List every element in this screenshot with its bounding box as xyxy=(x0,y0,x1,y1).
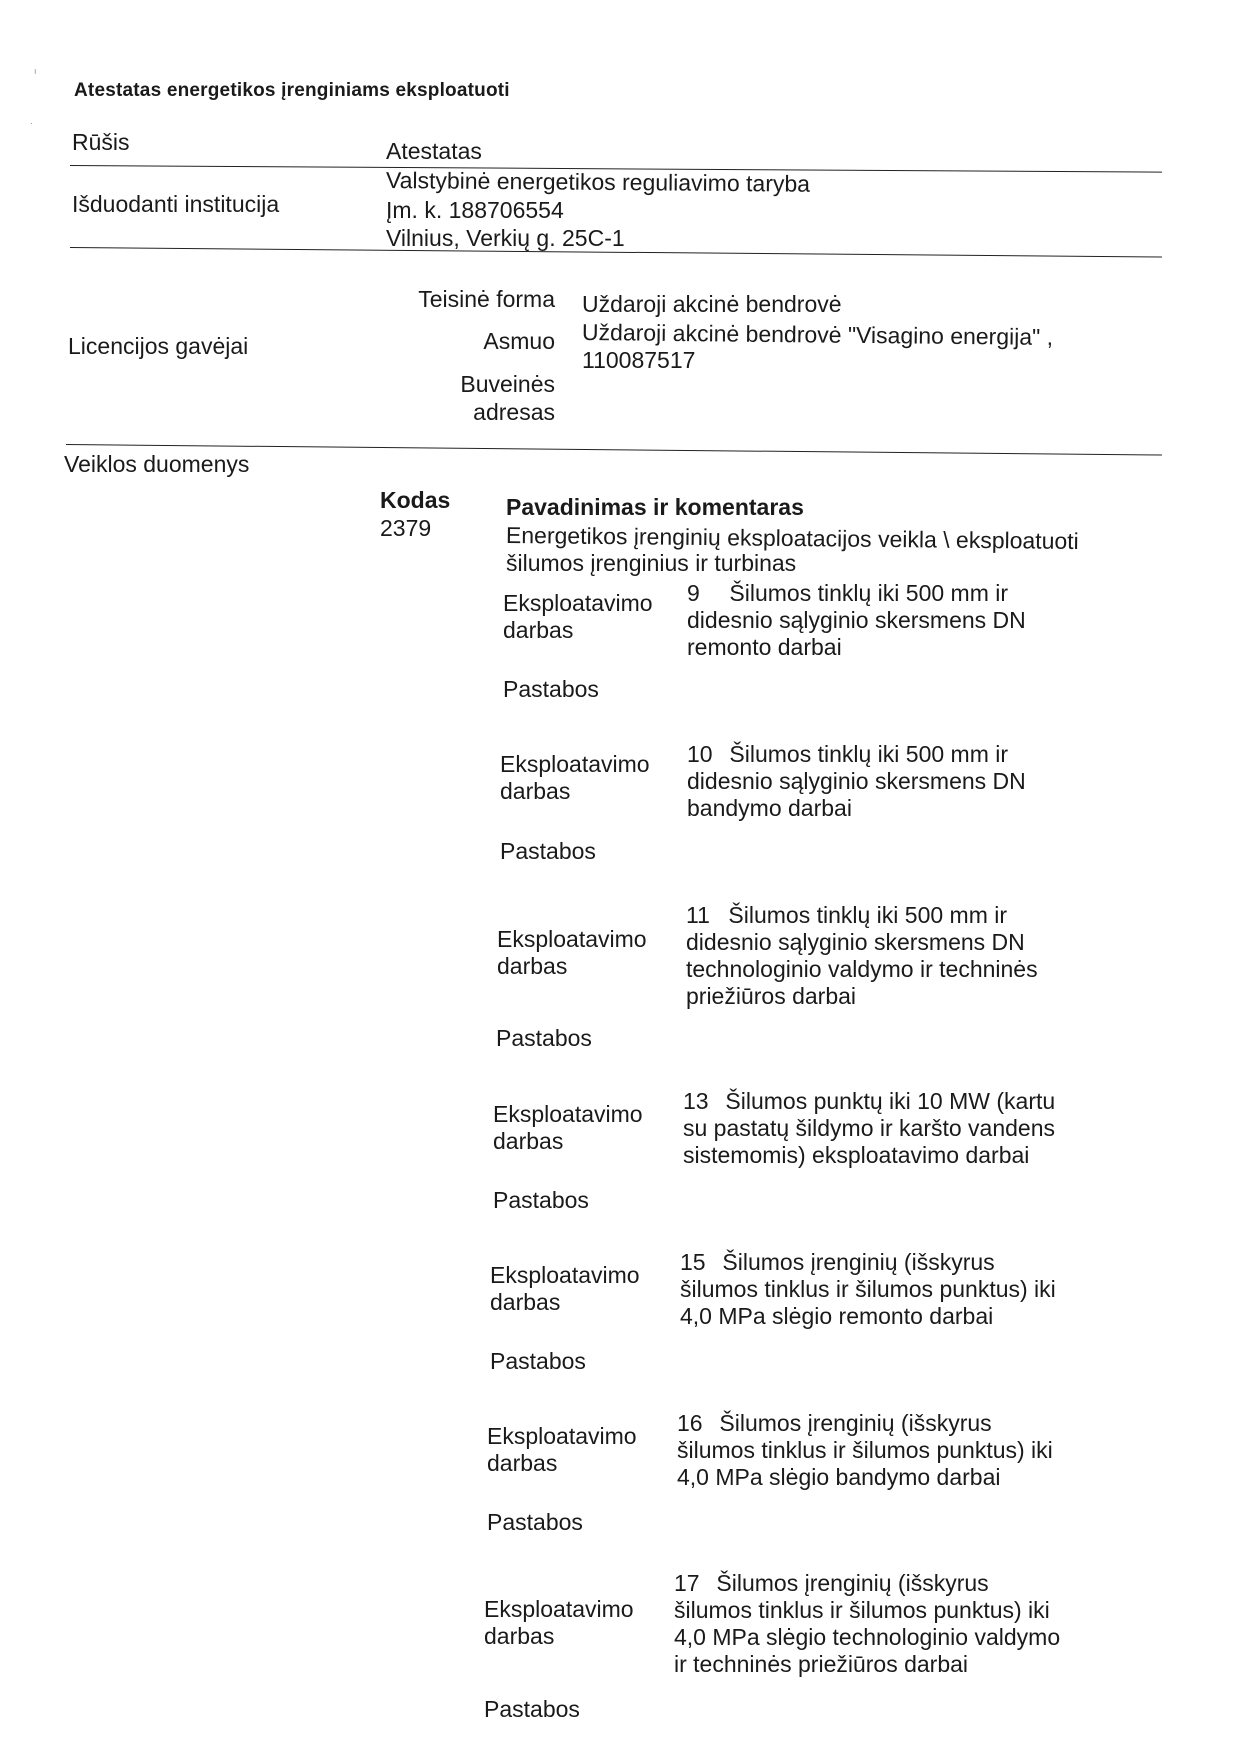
institution-address: Vilnius, Verkių g. 25C-1 xyxy=(386,225,625,251)
operation-number: 9 xyxy=(687,580,700,606)
notes-label: Pastabos xyxy=(493,1187,589,1213)
notes-label: Pastabos xyxy=(484,1696,580,1722)
notes-label: Pastabos xyxy=(487,1509,583,1535)
rusis-label: Rūšis xyxy=(72,129,130,155)
operation-label: Eksploatavimo darbas xyxy=(497,926,647,979)
person-label: Asmuo xyxy=(483,328,555,354)
legal-form-label: Teisinė forma xyxy=(418,286,555,312)
activity-label: Veiklos duomenys xyxy=(64,451,250,477)
operation-label: Eksploatavimo darbas xyxy=(503,590,653,643)
scan-mark: · xyxy=(30,118,33,128)
operation-label: Eksploatavimo darbas xyxy=(487,1423,637,1476)
operation-description: 16 Šilumos įrenginių (išskyrus šilumos tinklus ir šilumos punktus) iki 4,0 MPa slėgio bandymo darbai xyxy=(677,1410,1053,1490)
operation-description: 11 Šilumos tinklų iki 500 mm ir didesnio sąlyginio skersmens DN technologinio valdymo ir techninės priežiūros darbai xyxy=(686,902,1038,1009)
operation-number: 11 xyxy=(686,902,710,928)
document-title: Atestatas energetikos įrenginiams eksploatuoti xyxy=(74,80,510,101)
operation-description: 15 Šilumos įrenginių (išskyrus šilumos tinklus ir šilumos punktus) iki 4,0 MPa slėgio remonto darbai xyxy=(680,1249,1056,1329)
legal-form-value: Uždaroji akcinė bendrovė xyxy=(582,291,842,317)
notes-label: Pastabos xyxy=(490,1348,586,1374)
licensee-label: Licencijos gavėjai xyxy=(68,333,249,359)
name-header: Pavadinimas ir komentaras xyxy=(506,494,804,520)
operation-number: 16 xyxy=(677,1410,703,1436)
notes-label: Pastabos xyxy=(500,838,596,864)
operation-number: 15 xyxy=(680,1249,706,1275)
activity-name-cont: šilumos įrenginius ir turbinas xyxy=(506,550,797,576)
activity-name: Energetikos įrenginių eksploatacijos veikla \ eksploatuoti xyxy=(505,522,1079,554)
person-value: Uždaroji akcinė bendrovė "Visagino energija" , xyxy=(581,319,1054,350)
operation-description: 13 Šilumos punktų iki 10 MW (kartu su pastatų šildymo ir karšto vandens sistemomis) eksploatavimo darbai xyxy=(683,1088,1056,1168)
operation-label: Eksploatavimo darbas xyxy=(484,1596,634,1649)
operation-description: 17 Šilumos įrenginių (išskyrus šilumos tinklus ir šilumos punktus) iki 4,0 MPa slėgio technologinio valdymo ir techninės priežiūros darbai xyxy=(674,1570,1061,1677)
rusis-value: Atestatas xyxy=(386,138,482,164)
operation-number: 10 xyxy=(687,741,713,767)
address-label: Buveinės xyxy=(460,371,555,397)
operation-label: Eksploatavimo darbas xyxy=(490,1262,640,1315)
scan-mark: ı xyxy=(34,66,37,76)
address-label-cont: adresas xyxy=(473,399,555,425)
activity-code: 2379 xyxy=(380,515,432,541)
person-code: 110087517 xyxy=(582,347,696,373)
operation-description: 10 Šilumos tinklų iki 500 mm ir didesnio sąlyginio skersmens DN bandymo darbai xyxy=(687,741,1026,821)
operation-number: 17 xyxy=(674,1570,700,1596)
notes-label: Pastabos xyxy=(496,1025,592,1051)
operation-label: Eksploatavimo darbas xyxy=(493,1101,643,1154)
operation-number: 13 xyxy=(683,1088,709,1114)
institution-label: Išduodanti institucija xyxy=(72,191,280,217)
institution-code: Įm. k. 188706554 xyxy=(386,197,564,223)
code-header: Kodas xyxy=(380,487,451,513)
operation-label: Eksploatavimo darbas xyxy=(500,751,650,804)
institution-name: Valstybinė energetikos reguliavimo taryba xyxy=(385,167,811,197)
operation-description: 9 Šilumos tinklų iki 500 mm ir didesnio sąlyginio skersmens DN remonto darbai xyxy=(687,580,1026,660)
notes-label: Pastabos xyxy=(503,676,599,702)
